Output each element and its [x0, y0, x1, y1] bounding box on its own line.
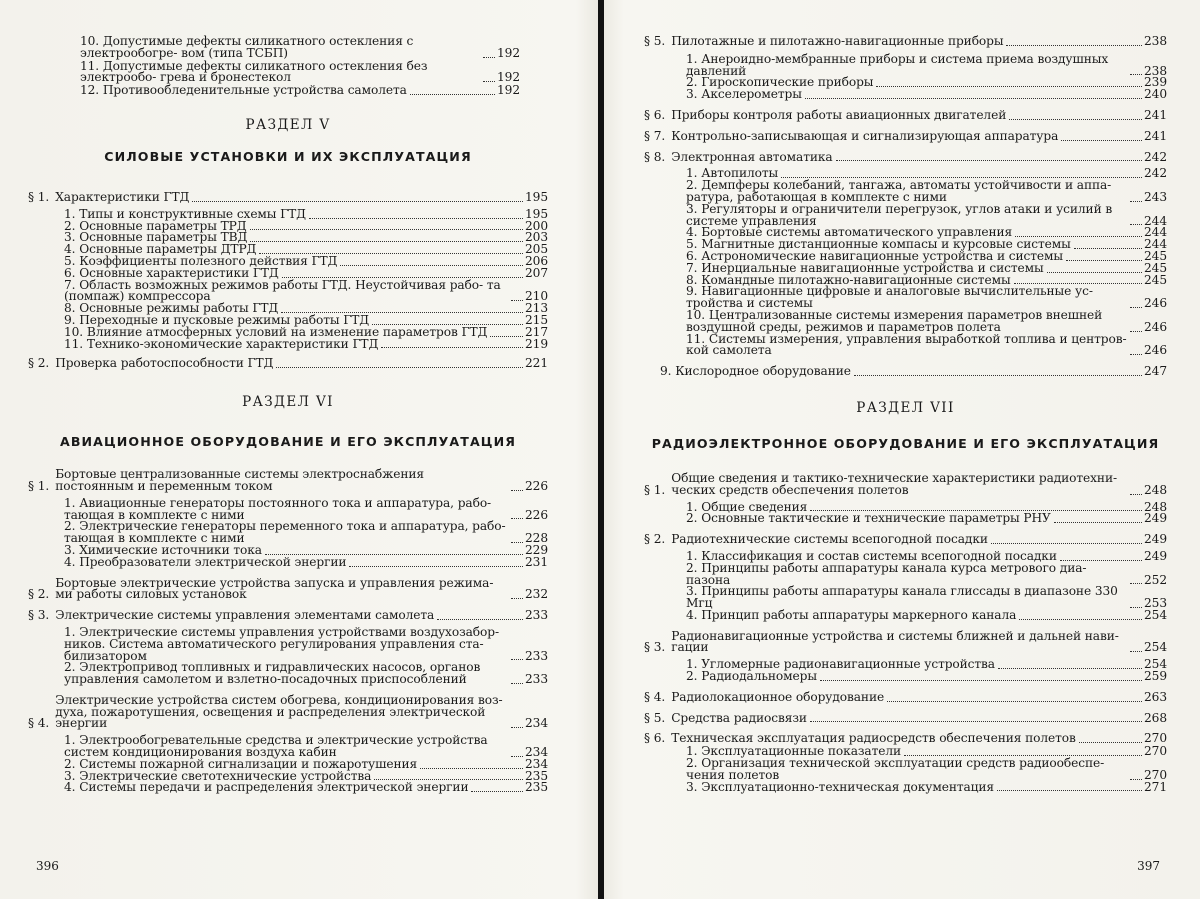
- toc-entry: 9. Навигационные цифровые и аналоговые вычислительные ус- тройства и системы 246: [686, 284, 1167, 311]
- page-number-left: 396: [36, 859, 59, 873]
- toc-entry: 3. Основные параметры ТВД 203: [64, 230, 548, 245]
- toc-section: [644, 470, 1167, 526]
- toc-entry: 10. Допустимые дефекты силикатного остекления с электрообогре- вом (типа ТСБП) 192: [80, 34, 520, 60]
- toc-subsection: [28, 624, 548, 687]
- toc-entry: § 4. Радиолокационное оборудование 263: [644, 689, 1167, 704]
- toc-entry: 2. Электропривод топливных и гидравлических насосов, органов управления самолетом и взлетно-посадочных приспособлений 233: [64, 660, 548, 687]
- toc-entry: 9. Переходные и пусковые режимы работы ГТД 215: [64, 312, 548, 327]
- toc-entry: 3. Эксплуатационно-техническая документация 271: [686, 779, 1167, 794]
- toc-entry: § 2. Радиотехнические системы всепогодной посадки 249: [644, 532, 1167, 547]
- toc-entry: § 5. Средства радиосвязи 268: [644, 710, 1167, 725]
- toc-entry: § 3. Радионавигационные устройства и системы ближней и дальней нави- гации 254: [644, 628, 1167, 655]
- toc-entry: 11. Технико-экономические характеристики ГТД 219: [64, 336, 548, 351]
- toc-entry: 9. Кислородное оборудование 247: [660, 364, 1167, 379]
- toc-section: [644, 107, 1167, 122]
- toc-entry: 4. Бортовые системы автоматического управления 244: [686, 225, 1167, 240]
- toc-entry: 1. Авиационные генераторы постоянного тока и аппаратура, рабо- тающая в комплекте с ними 226: [64, 495, 548, 522]
- toc-section: [644, 534, 1167, 622]
- toc-entry: 8. Командные пилотажно-навигационные системы 245: [686, 272, 1167, 287]
- toc-entry: 6. Астрономические навигационные устройства и системы 245: [686, 248, 1167, 263]
- toc-entry: 2. Электрические генераторы переменного тока и аппаратура, рабо- тающая в комплекте с ними 228: [64, 519, 548, 546]
- toc-entry: § 2. Бортовые электрические устройства запуска и управления режима- ми работы силовых установок 232: [28, 575, 548, 602]
- toc-entry: 4. Принцип работы аппаратуры маркерного канала 254: [686, 607, 1167, 622]
- toc-subsection: [644, 51, 1167, 102]
- toc-entry: 1. Анероидно-мембранные приборы и система приема воздушных давлений 238: [686, 51, 1167, 78]
- toc-subsection: [644, 499, 1167, 526]
- toc-entry: § 3. Электрические системы управления элементами самолета 233: [28, 608, 548, 623]
- toc-entry: 6. Основные характеристики ГТД 207: [64, 265, 548, 280]
- toc-section: [644, 710, 1167, 725]
- section-title-razdel-7: РАДИОЭЛЕКТРОННОЕ ОБОРУДОВАНИЕ И ЕГО ЭКСПЛУАТАЦИЯ: [651, 435, 1160, 451]
- toc-entry: § 2. Проверка работоспособности ГТД 221: [28, 356, 548, 371]
- toc-entry: 11. Допустимые дефекты силикатного остекления без электрообо- грева и бронестекол 192: [80, 58, 520, 85]
- toc-entry: 3. Химические источники тока 229: [64, 542, 548, 557]
- toc-section: [644, 628, 1167, 684]
- toc-section: [28, 469, 548, 568]
- page-number-right: 397: [1137, 859, 1160, 873]
- toc-subsection: [644, 168, 1167, 357]
- toc-entry: 4. Основные параметры ДТРД 205: [64, 242, 548, 257]
- toc-entry: 4. Преобразователи электрической энергии 231: [64, 554, 548, 569]
- toc-entry: 3. Электрические светотехнические устройства 235: [64, 768, 548, 783]
- section-title-razdel-6: АВИАЦИОННОЕ ОБОРУДОВАНИЕ И ЕГО ЭКСПЛУАТАЦИЯ: [59, 434, 517, 450]
- section-heading-razdel-7: РАЗДЕЛ VII: [856, 399, 955, 416]
- toc-section: [644, 733, 1167, 793]
- toc-subsection: [28, 206, 548, 351]
- toc-entry: 7. Область возможных режимов работы ГТД. Неустойчивая рабо- та (помпаж) компрессора 210: [64, 277, 548, 304]
- toc-entry: 2. Радиодальномеры 259: [686, 669, 1167, 684]
- toc-entry: § 1. Характеристики ГТД 195: [28, 189, 548, 204]
- right-page: [604, 0, 1200, 899]
- toc-entry: § 7. Контрольно-записывающая и сигнализирующая аппаратура 241: [644, 128, 1167, 143]
- toc-entry: 1. Общие сведения 248: [686, 499, 1167, 514]
- toc-entry: 1. Угломерные радионавигационные устройства 254: [686, 657, 1167, 672]
- toc-entry: 2. Гироскопические приборы 239: [686, 75, 1167, 90]
- left-toc: [28, 36, 548, 794]
- toc-entry: § 6. Приборы контроля работы авиационных двигателей 241: [644, 107, 1167, 122]
- toc-entry: 1. Типы и конструктивные схемы ГТД 195: [64, 206, 548, 221]
- toc-section: [644, 128, 1167, 143]
- toc-entry: 1. Автопилоты 242: [686, 166, 1167, 181]
- toc-group-left-top: [28, 36, 548, 97]
- toc-entry: 2. Демпферы колебаний, тангажа, автоматы устойчивости и аппа- ратура, работающая в комплекте с ними 243: [686, 178, 1167, 204]
- toc-section: [28, 575, 548, 602]
- toc-entry: 11. Системы измерения, управления выработкой топлива и центров- кой самолета 246: [686, 331, 1167, 358]
- toc-subsection: [644, 659, 1167, 683]
- toc-entry: 2. Основные параметры ТРД 200: [64, 218, 548, 233]
- toc-entry: 2. Основные тактические и технические параметры РНУ 249: [686, 511, 1167, 526]
- toc-entry: § 1. Бортовые централизованные системы электроснабжения постоянным и переменным током 226: [28, 467, 548, 493]
- toc-section: [644, 149, 1167, 358]
- toc-section: [644, 36, 1167, 101]
- toc-entry: 1. Классификация и состав системы всепогодной посадки 249: [686, 548, 1167, 563]
- toc-entry: 3. Регуляторы и ограничители перегрузок, углов атаки и усилий в системе управления 244: [686, 201, 1167, 228]
- toc-section: [644, 689, 1167, 704]
- toc-subsection: [644, 548, 1167, 622]
- section-heading-razdel-5: РАЗДЕЛ V: [245, 116, 331, 133]
- toc-entry: 7. Инерциальные навигационные устройства и системы 245: [686, 260, 1167, 275]
- toc-entry: 12. Противообледенительные устройства самолета 192: [80, 83, 520, 98]
- toc-subsection: [28, 495, 548, 569]
- toc-entry: 3. Акселерометры 240: [686, 87, 1167, 102]
- toc-entry: § 4. Электрические устройства систем обогрева, кондиционирования воз- духа, пожаротушения, освещения и распределения электрической энергии 234: [28, 692, 548, 731]
- section-title-razdel-5: СИЛОВЫЕ УСТАНОВКИ И ИХ ЭКСПЛУАТАЦИЯ: [104, 148, 472, 164]
- toc-section: [644, 366, 1167, 378]
- toc-section: [28, 189, 548, 351]
- toc-entry: 5. Коэффициенты полезного действия ГТД 206: [64, 253, 548, 268]
- toc-entry: § 8. Электронная автоматика 242: [644, 149, 1167, 164]
- toc-entry: 1. Электрические системы управления устройствами воздухозабор- ников. Система автоматического регулирования управления ста- билизатором 233: [64, 624, 548, 663]
- toc-entry: 10. Влияние атмосферных условий на изменение параметров ГТД 217: [64, 324, 548, 339]
- toc-section: [28, 358, 548, 370]
- toc-entry: 10. Централизованные системы измерения параметров внешней воздушной среды, режимов и параметров полета 246: [686, 307, 1167, 334]
- toc-entry: § 6. Техническая эксплуатация радиосредств обеспечения полетов 270: [644, 731, 1167, 746]
- right-toc: [644, 36, 1167, 793]
- toc-entry: 8. Основные режимы работы ГТД 213: [64, 301, 548, 316]
- toc-entry: 3. Принципы работы аппаратуры канала глиссады в диапазоне 330 Мгц 253: [686, 584, 1167, 611]
- toc-entry: 1. Электрообогревательные средства и электрические устройства систем кондиционирования воздуха кабин 234: [64, 733, 548, 760]
- toc-entry: 2. Системы пожарной сигнализации и пожаротушения 234: [64, 756, 548, 771]
- toc-subsection: [28, 735, 548, 794]
- toc-entry: 4. Системы передачи и распределения электрической энергии 235: [64, 780, 548, 795]
- toc-entry: § 5. Пилотажные и пилотажно-навигационные приборы 238: [644, 34, 1167, 48]
- toc-entry: 2. Организация технической эксплуатации средств радиообеспе- чения полетов 270: [686, 756, 1167, 782]
- toc-entry: 2. Принципы работы аппаратуры канала курса метрового диа- пазона 252: [686, 560, 1167, 587]
- toc-entry: 1. Эксплуатационные показатели 270: [686, 744, 1167, 759]
- toc-section: [28, 692, 548, 795]
- left-page: [0, 0, 598, 899]
- toc-section: [28, 610, 548, 686]
- toc-entry: § 1. Общие сведения и тактико-технические характеристики радиотехни- ческих средств обеспечения полетов 248: [644, 470, 1167, 497]
- section-heading-razdel-6: РАЗДЕЛ VI: [242, 394, 334, 411]
- toc-entry: 5. Магнитные дистанционные компасы и курсовые системы 244: [686, 237, 1167, 252]
- toc-subsection: [644, 746, 1167, 793]
